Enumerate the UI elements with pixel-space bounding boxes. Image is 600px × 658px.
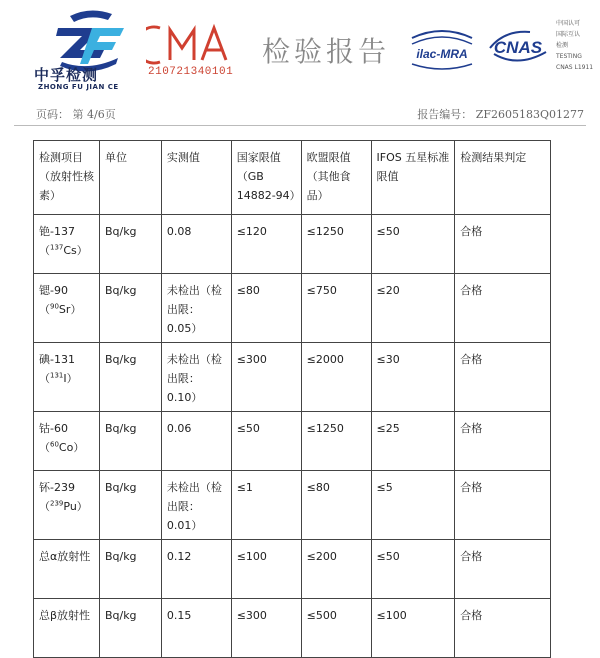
table-header-row: [34, 141, 551, 215]
table-row: [34, 215, 551, 274]
nuclide-cell: [34, 599, 100, 658]
national-limit-cell: ≤300: [231, 599, 301, 658]
result-cell: 合格: [455, 215, 551, 274]
cnas-label: CNAS: [493, 38, 543, 57]
nuclide-name: 锶-90: [39, 284, 68, 297]
report-number: 报告编号： ZF2605183Q01277: [417, 108, 584, 121]
nuclide-cell: [34, 412, 100, 471]
nuclide-symbol: （$^{239}$Pu）: [39, 499, 88, 513]
ifos-limit-cell: ≤20: [371, 274, 455, 343]
cnas-side-text: [556, 18, 593, 73]
cnas-logo-icon: [484, 28, 552, 68]
ilac-label: ilac-MRA: [416, 47, 468, 61]
element-symbol: I: [63, 372, 67, 385]
mass-number: 60: [50, 440, 59, 449]
nuclide-symbol: （$^{60}$Co）: [39, 440, 85, 454]
eu-limit-cell: ≤200: [301, 540, 371, 599]
column-header: 国家限值（GB 14882-94）: [231, 141, 301, 215]
result-cell: 合格: [455, 343, 551, 412]
column-header: 检测项目（放射性核素）: [34, 141, 100, 215]
cnas-side-line: CNAS L1911: [556, 64, 594, 71]
nuclide-cell: [34, 343, 100, 412]
measured-cell: 0.15: [161, 599, 231, 658]
element-symbol: Co: [58, 441, 74, 454]
report-header: [0, 0, 600, 100]
result-cell: 合格: [455, 274, 551, 343]
nuclide-name: 碘-131: [39, 353, 75, 366]
table-row: [34, 274, 551, 343]
result-cell: 合格: [455, 599, 551, 658]
column-header: 欧盟限值（其他食品）: [301, 141, 371, 215]
unit-cell: Bq/kg: [99, 599, 161, 658]
nuclide-name: 总α放射性: [39, 550, 91, 563]
nuclide-cell: [34, 540, 100, 599]
unit-cell: Bq/kg: [99, 274, 161, 343]
national-limit-cell: ≤120: [231, 215, 301, 274]
measured-cell: 未检出（检出限：0.05）: [161, 274, 231, 343]
ifos-limit-cell: ≤50: [371, 215, 455, 274]
mass-number: 131: [50, 371, 64, 380]
nuclide-name: 铯-137: [39, 225, 75, 238]
page-number: 页码： 第 4/6页: [36, 108, 116, 121]
measured-cell: 未检出（检出限：0.10）: [161, 343, 231, 412]
table-row: [34, 599, 551, 658]
cnas-side-line: 中国认可: [556, 20, 581, 27]
national-limit-cell: ≤100: [231, 540, 301, 599]
table-row: [34, 412, 551, 471]
cma-code: 210721340101: [148, 66, 234, 78]
eu-limit-cell: ≤1250: [301, 412, 371, 471]
unit-cell: Bq/kg: [99, 471, 161, 540]
column-header: 单位: [99, 141, 161, 215]
cnas-side-line: TESTING: [556, 53, 582, 60]
national-limit-cell: ≤80: [231, 274, 301, 343]
nuclide-cell: [34, 274, 100, 343]
mass-number: 90: [50, 302, 59, 311]
brand-subtitle: ZHONG FU JIAN CE: [38, 83, 119, 91]
nuclide-symbol: （$^{137}$Cs）: [39, 243, 88, 257]
nuclide-name: 钚-239: [39, 481, 75, 494]
nuclide-name: 总β放射性: [39, 609, 91, 622]
column-header: 实测值: [161, 141, 231, 215]
nuclide-symbol: （$^{90}$Sr）: [39, 302, 82, 316]
cma-stamp-icon: [146, 20, 236, 70]
table-row: [34, 471, 551, 540]
brand-name: 中孚检测: [34, 66, 99, 84]
table-row: [34, 540, 551, 599]
element-symbol: Pu: [63, 500, 77, 513]
eu-limit-cell: ≤2000: [301, 343, 371, 412]
ifos-limit-cell: ≤50: [371, 540, 455, 599]
ifos-limit-cell: ≤25: [371, 412, 455, 471]
element-symbol: Sr: [58, 303, 71, 316]
mass-number: 239: [50, 499, 64, 508]
cnas-side-line: 检测: [556, 42, 569, 49]
cnas-side-line: 国际互认: [556, 31, 581, 38]
national-limit-cell: ≤1: [231, 471, 301, 540]
nuclide-name: 钴-60: [39, 422, 68, 435]
ifos-limit-cell: ≤100: [371, 599, 455, 658]
report-meta: [14, 106, 584, 124]
table-row: [34, 343, 551, 412]
ilac-mra-logo-icon: [408, 24, 476, 74]
nuclide-symbol: （$^{131}$I）: [39, 371, 78, 385]
eu-limit-cell: ≤500: [301, 599, 371, 658]
national-limit-cell: ≤300: [231, 343, 301, 412]
table-body: [34, 215, 551, 658]
unit-cell: Bq/kg: [99, 343, 161, 412]
measured-cell: 0.12: [161, 540, 231, 599]
unit-cell: Bq/kg: [99, 540, 161, 599]
mass-number: 137: [50, 243, 64, 252]
nuclide-cell: [34, 471, 100, 540]
column-header: IFOS 五星标准限值: [371, 141, 455, 215]
column-header: 检测结果判定: [455, 141, 551, 215]
ifos-limit-cell: ≤30: [371, 343, 455, 412]
eu-limit-cell: ≤750: [301, 274, 371, 343]
measured-cell: 0.08: [161, 215, 231, 274]
unit-cell: Bq/kg: [99, 215, 161, 274]
measured-cell: 0.06: [161, 412, 231, 471]
measured-cell: 未检出（检出限：0.01）: [161, 471, 231, 540]
element-symbol: Cs: [63, 244, 77, 257]
report-title: 检验报告: [262, 35, 391, 68]
nuclide-cell: [34, 215, 100, 274]
results-table: [33, 140, 551, 658]
eu-limit-cell: ≤80: [301, 471, 371, 540]
national-limit-cell: ≤50: [231, 412, 301, 471]
ifos-limit-cell: ≤5: [371, 471, 455, 540]
result-cell: 合格: [455, 540, 551, 599]
result-cell: 合格: [455, 471, 551, 540]
unit-cell: Bq/kg: [99, 412, 161, 471]
result-cell: 合格: [455, 412, 551, 471]
eu-limit-cell: ≤1250: [301, 215, 371, 274]
divider: [14, 125, 586, 126]
